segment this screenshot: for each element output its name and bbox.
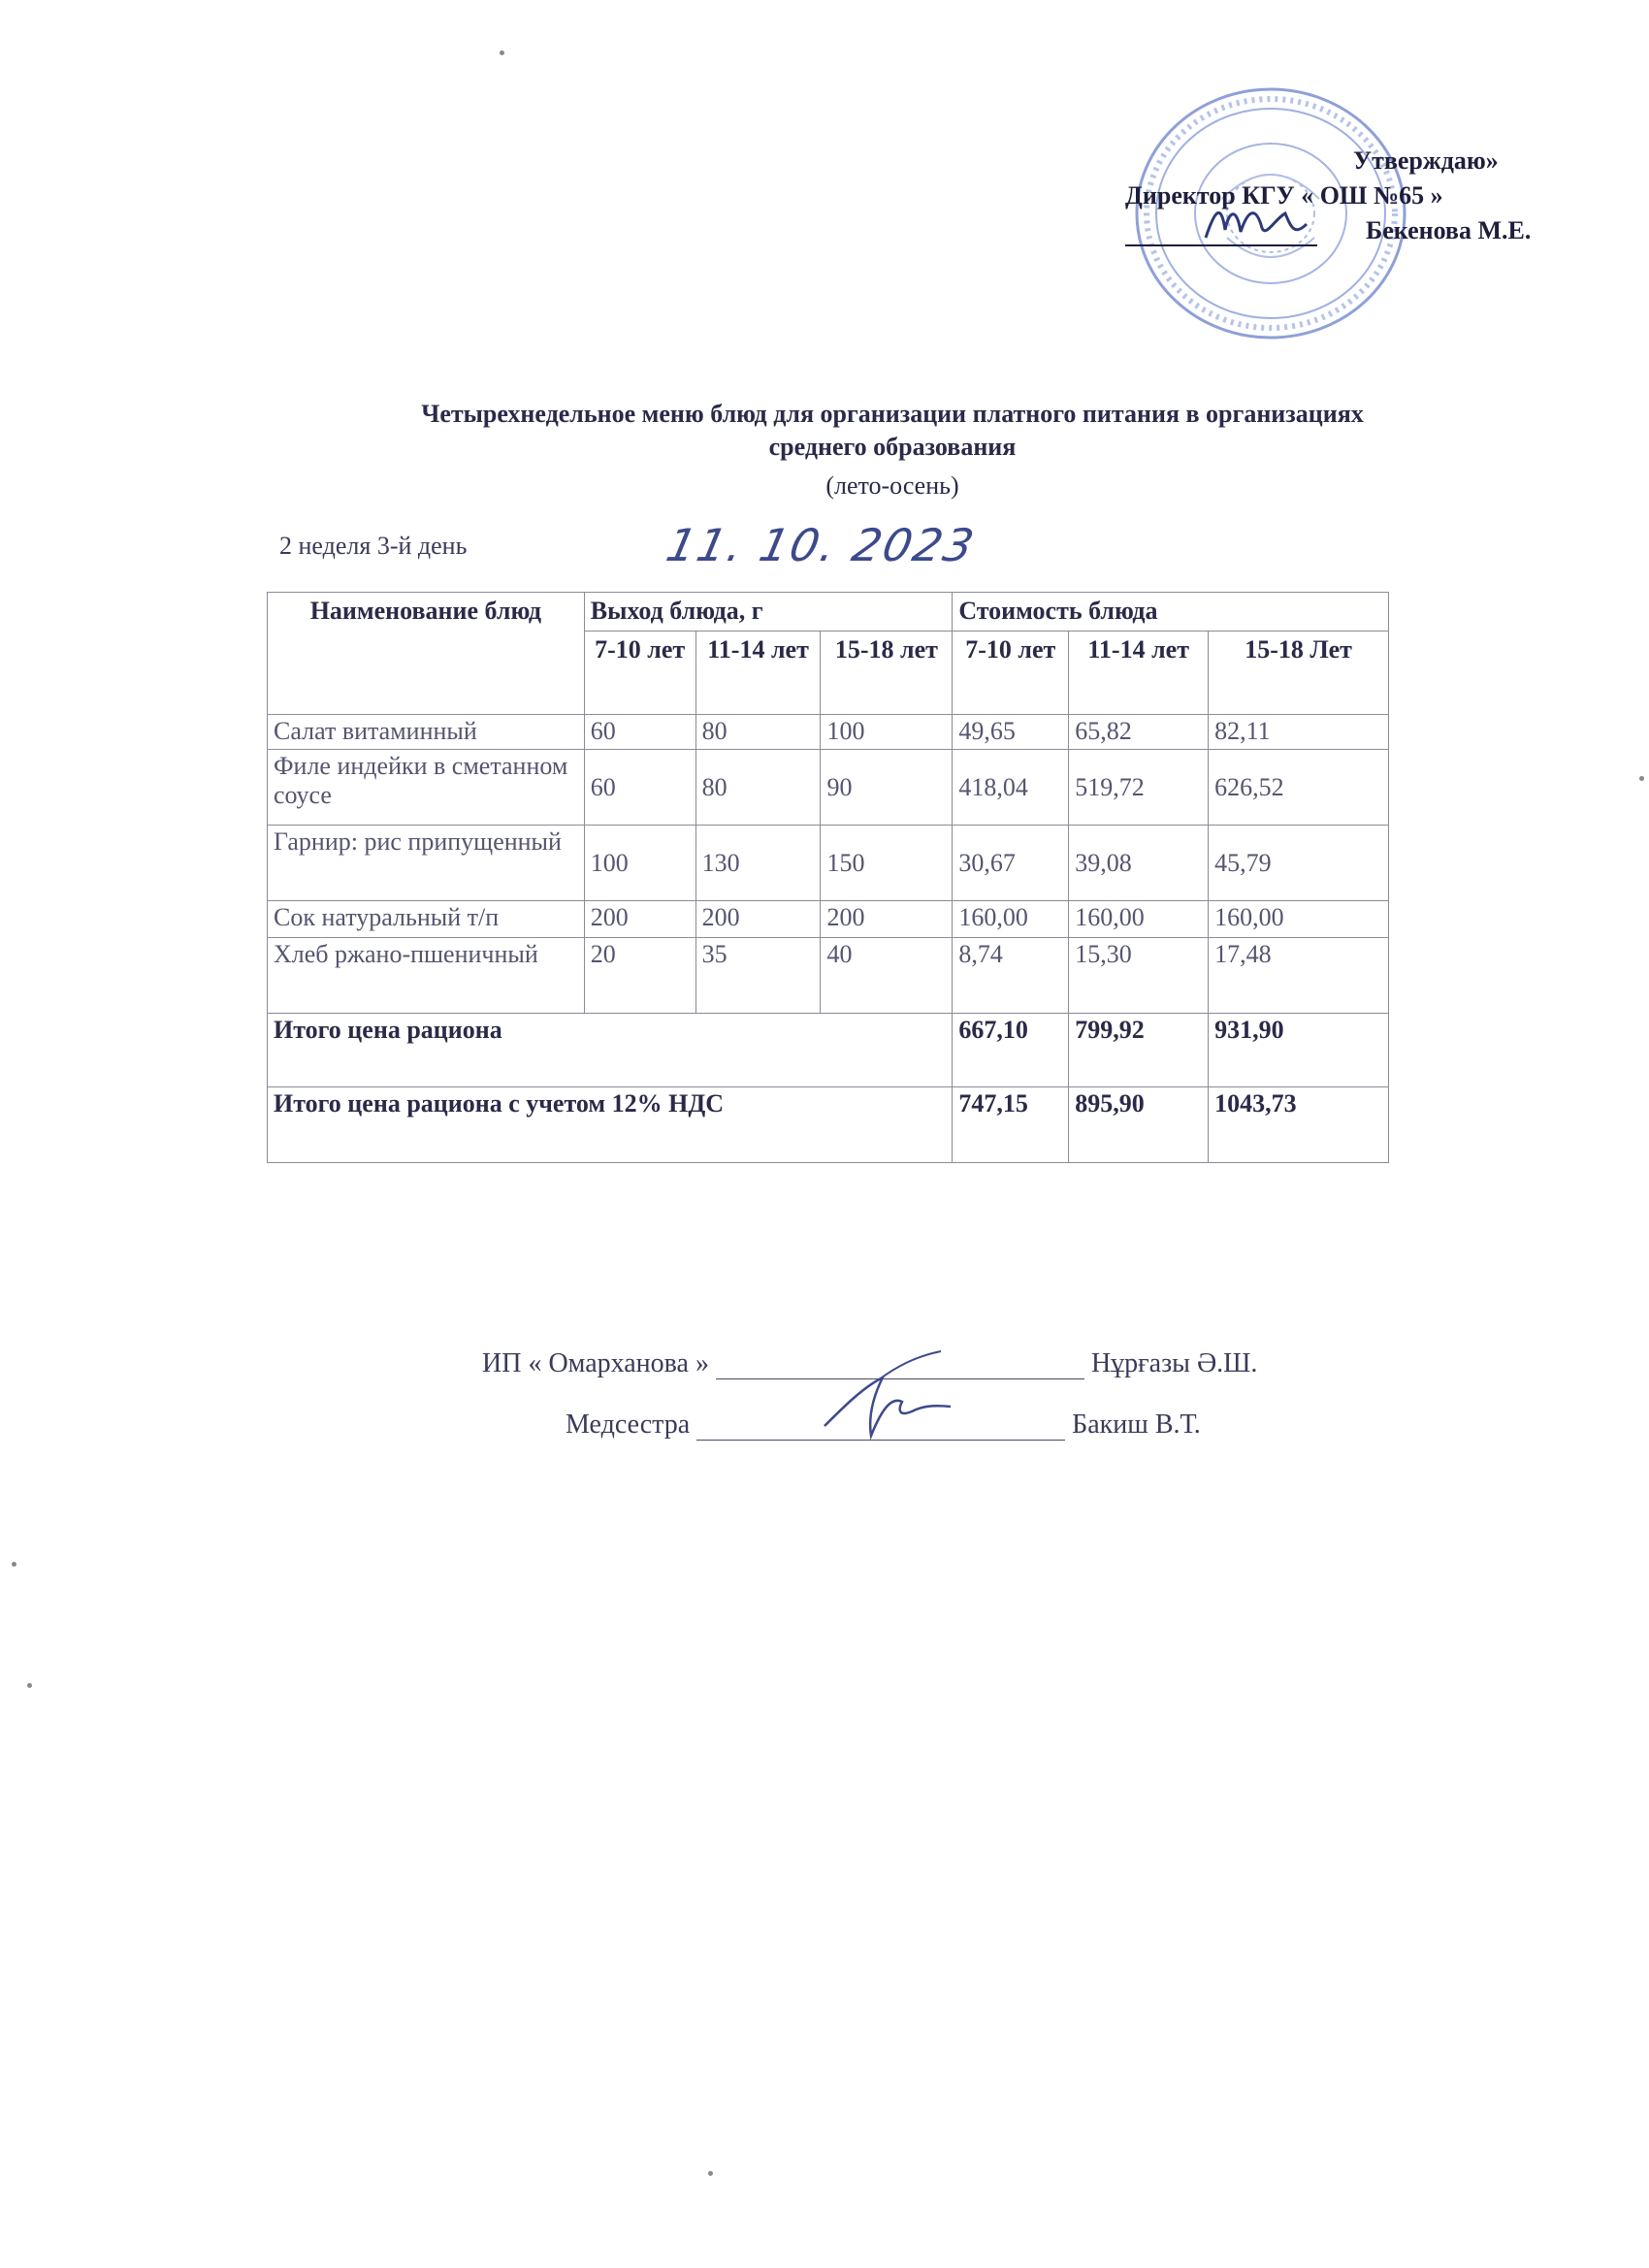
scan-speck — [708, 2171, 713, 2176]
day-label: 2 неделя 3-й день — [279, 532, 468, 560]
yield-cell: 20 — [584, 938, 695, 1014]
director-signature — [1198, 189, 1314, 247]
cost-cell: 15,30 — [1069, 938, 1209, 1014]
scan-speck — [27, 1683, 32, 1688]
header-yield-age: 11-14 лет — [695, 632, 821, 715]
table-row — [268, 715, 1389, 750]
table-row — [268, 938, 1389, 1014]
menu-title-line1: Четырехнедельное меню блюд для организации платного питания в организациях — [421, 400, 1364, 428]
yield-cell: 100 — [584, 826, 695, 901]
scan-speck — [12, 1562, 16, 1567]
cost-cell: 418,04 — [953, 750, 1069, 826]
total-cell: 667,10 — [953, 1014, 1069, 1087]
scan-speck — [1639, 776, 1644, 781]
total-vat-cell: 895,90 — [1069, 1087, 1209, 1163]
table-row — [268, 826, 1389, 901]
dish-name: Филе индейки в сметанном соусе — [268, 750, 585, 826]
cost-cell: 626,52 — [1209, 750, 1389, 826]
cost-cell: 65,82 — [1069, 715, 1209, 750]
cost-cell: 17,48 — [1209, 938, 1389, 1014]
supplier-label: ИП « Омарханова » — [482, 1348, 709, 1378]
header-cost-age: 11-14 лет — [1069, 632, 1209, 715]
approval-heading: Утверждаю» — [1353, 146, 1499, 175]
total-vat-cell: 747,15 — [953, 1087, 1069, 1163]
yield-cell: 130 — [695, 826, 821, 901]
dish-name: Сок натуральный т/п — [268, 901, 585, 938]
header-yield-age: 7-10 лет — [584, 632, 695, 715]
handwritten-date: 11. 10. 2023 — [662, 519, 981, 571]
total-vat-label: Итого цена рациона с учетом 12% НДС — [268, 1087, 953, 1163]
yield-cell: 200 — [584, 901, 695, 938]
nurse-label: Медсестра — [566, 1409, 691, 1440]
yield-cell: 80 — [695, 715, 821, 750]
yield-cell: 100 — [821, 715, 953, 750]
yield-cell: 60 — [584, 750, 695, 826]
yield-cell: 150 — [821, 826, 953, 901]
header-yield-age: 15-18 лет — [821, 632, 953, 715]
header-dish-name: Наименование блюд — [268, 593, 585, 715]
header-cost: Стоимость блюда — [953, 593, 1389, 632]
yield-cell: 60 — [584, 715, 695, 750]
total-label: Итого цена рациона — [268, 1014, 953, 1087]
dish-name: Салат витаминный — [268, 715, 585, 750]
cost-cell: 82,11 — [1209, 715, 1389, 750]
cost-cell: 8,74 — [953, 938, 1069, 1014]
nurse-name: Бакиш В.Т. — [1072, 1409, 1201, 1440]
yield-cell: 40 — [821, 938, 953, 1014]
menu-season: (лето-осень) — [825, 471, 959, 500]
cost-cell: 49,65 — [953, 715, 1069, 750]
header-cost-age: 7-10 лет — [953, 632, 1069, 715]
total-cell: 931,90 — [1209, 1014, 1389, 1087]
table-row — [268, 901, 1389, 938]
cost-cell: 45,79 — [1209, 826, 1389, 901]
total-row — [268, 1014, 1389, 1087]
yield-cell: 200 — [695, 901, 821, 938]
menu-title-line2: среднего образования — [768, 433, 1017, 461]
yield-cell: 200 — [821, 901, 953, 938]
supplier-name: Нұрғазы Ә.Ш. — [1090, 1348, 1258, 1378]
yield-cell: 35 — [695, 938, 821, 1014]
dish-name: Хлеб ржано-пшеничный — [268, 938, 585, 1014]
cost-cell: 160,00 — [1209, 901, 1389, 938]
approval-director-name: Бекенова М.Е. — [1366, 216, 1532, 244]
cost-cell: 519,72 — [1069, 750, 1209, 826]
scan-speck — [500, 50, 504, 55]
dish-name: Гарнир: рис припущенный — [268, 826, 585, 901]
yield-cell: 90 — [821, 750, 953, 826]
header-yield: Выход блюда, г — [584, 593, 953, 632]
header-cost-age: 15-18 Лет — [1209, 632, 1389, 715]
cost-cell: 39,08 — [1069, 826, 1209, 901]
menu-table — [267, 592, 1389, 1163]
approval-director: Директор КГУ « ОШ №65 » — [1125, 181, 1443, 210]
total-vat-cell: 1043,73 — [1209, 1087, 1389, 1163]
supplier-signature — [873, 1346, 951, 1385]
table-row — [268, 750, 1389, 826]
yield-cell: 80 — [695, 750, 821, 826]
cost-cell: 160,00 — [1069, 901, 1209, 938]
total-cell: 799,92 — [1069, 1014, 1209, 1087]
cost-cell: 30,67 — [953, 826, 1069, 901]
total-vat-row — [268, 1087, 1389, 1163]
cost-cell: 160,00 — [953, 901, 1069, 938]
